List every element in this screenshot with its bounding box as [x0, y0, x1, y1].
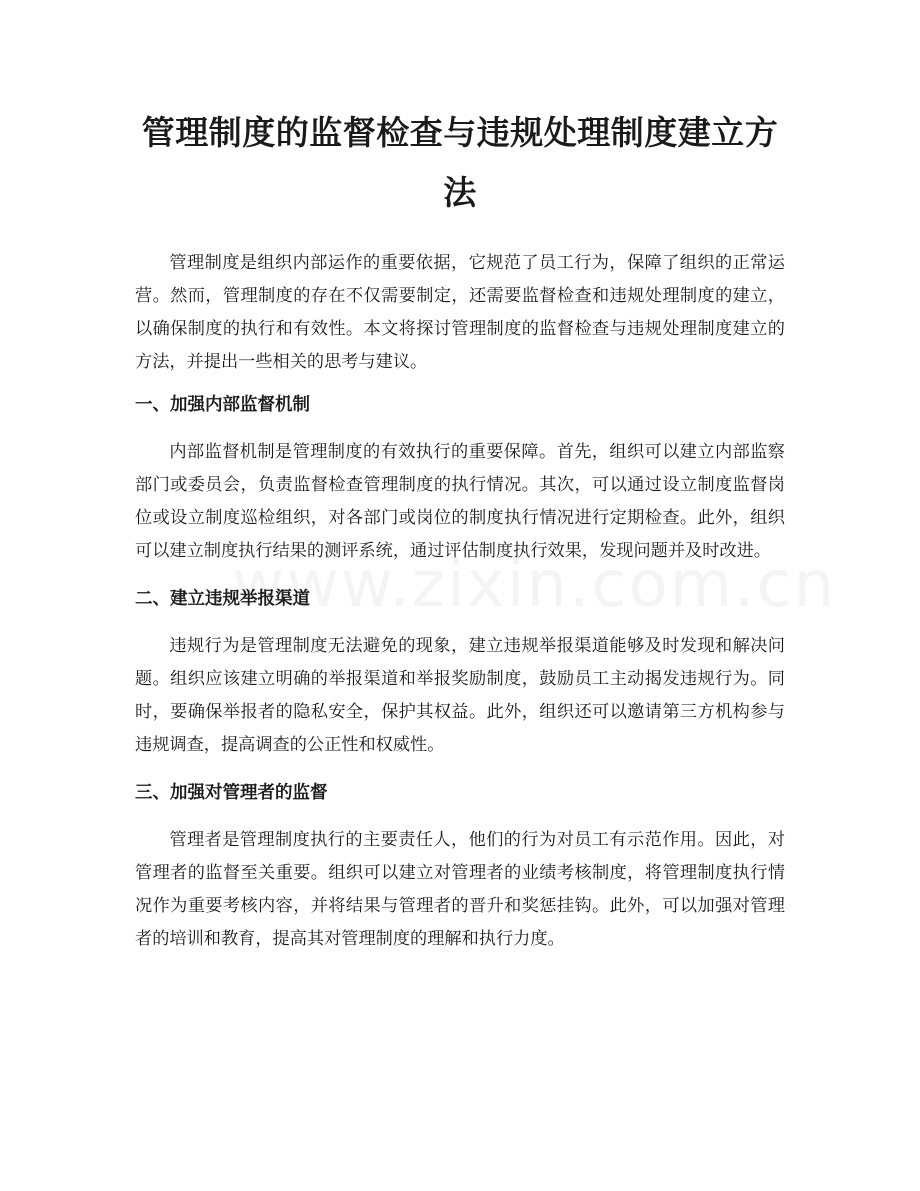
section-heading: 三、加强对管理者的监督	[135, 783, 328, 803]
section-heading: 一、加强内部监督机制	[135, 395, 310, 415]
document-title: 管理制度的监督检查与违规处理制度建立方法	[141, 113, 779, 212]
section-paragraph: 内部监督机制是管理制度的有效执行的重要保障。首先，组织可以建立内部监察部门或委员会，负责监督检查管理制度的执行情况。其次，可以通过设立制度监督岗位或设立制度巡检组织，对各部门或岗位的制度执行情况进行定期检查。此外，组织可以建立制度执行结果的测评系统，通过评估制度执行效果，发现问题并及时改进。	[135, 442, 785, 561]
document-body	[135, 247, 785, 956]
section-2	[135, 583, 785, 762]
section-heading: 二、建立违规举报渠道	[135, 589, 310, 609]
section-3	[135, 777, 785, 956]
section-paragraph: 违规行为是管理制度无法避免的现象，建立违规举报渠道能够及时发现和解决问题。组织应该建立明确的举报渠道和举报奖励制度，鼓励员工主动揭发违规行为。同时，要确保举报者的隐私安全，保护其权益。此外，组织还可以邀请第三方机构参与违规调查，提高调查的公正性和权威性。	[135, 636, 785, 755]
intro-paragraph: 管理制度是组织内部运作的重要依据，它规范了员工行为，保障了组织的正常运营。然而，管理制度的存在不仅需要制定，还需要监督检查和违规处理制度的建立，以确保制度的执行和有效性。本文将探讨管理制度的监督检查与违规处理制度建立的方法，并提出一些相关的思考与建议。	[135, 253, 785, 372]
section-paragraph: 管理者是管理制度执行的主要责任人，他们的行为对员工有示范作用。因此，对管理者的监督至关重要。组织可以建立对管理者的业绩考核制度，将管理制度执行情况作为重要考核内容，并将结果与管理者的晋升和奖惩挂钩。此外，可以加强对管理者的培训和教育，提高其对管理制度的理解和执行力度。	[135, 830, 785, 949]
section-1	[135, 389, 785, 568]
